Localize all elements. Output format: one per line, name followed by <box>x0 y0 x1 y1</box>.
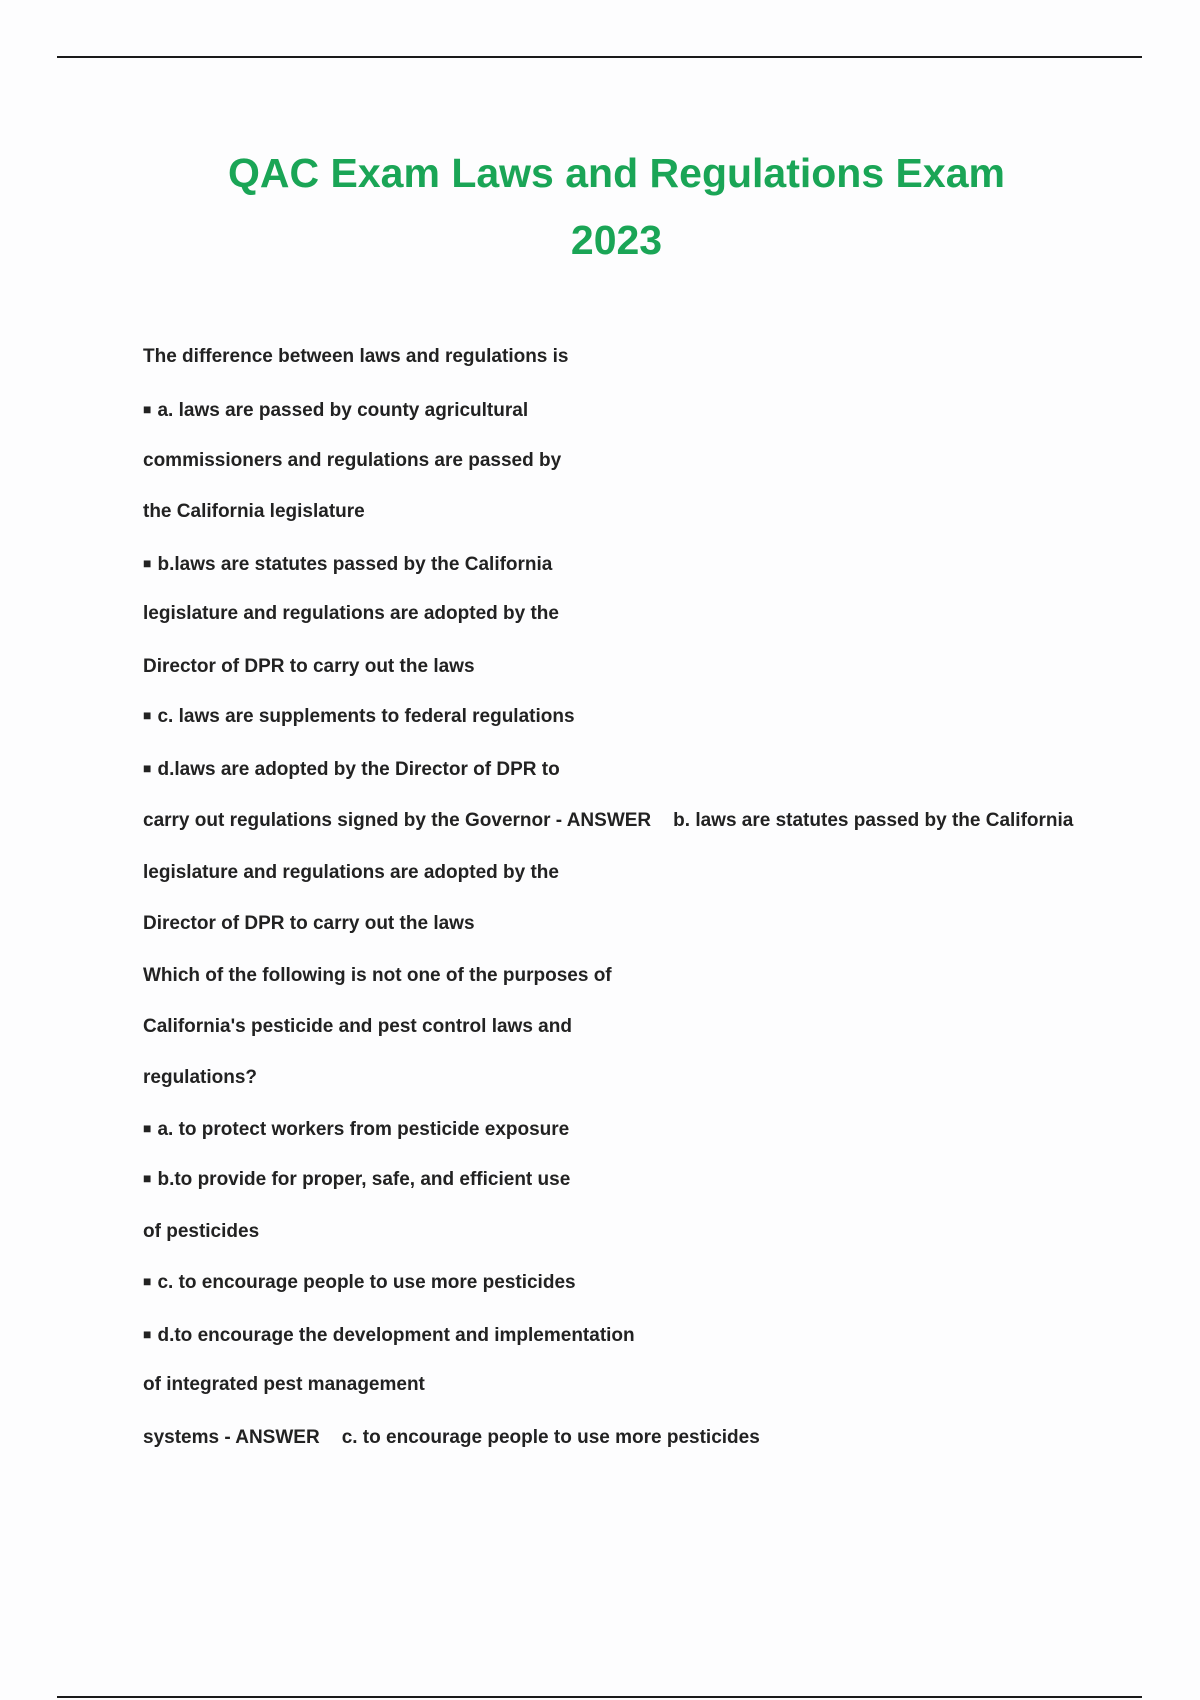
option-1d-line-2: carry out regulations signed by the Governor - ANSWER <box>143 810 652 831</box>
answer-1-line-2: legislature and regulations are adopted by the <box>143 862 559 883</box>
option-1d-line-1: ■ d.laws are adopted by the Director of DPR to <box>143 758 560 782</box>
option-1a-line-2: commissioners and regulations are passed by <box>143 450 562 471</box>
header-rule <box>57 56 1142 58</box>
question-2-line-3: regulations? <box>143 1067 258 1088</box>
answer-2-text: c. to encourage people to use more pesticides <box>341 1427 760 1448</box>
answer-1-text: b. laws are statutes passed by the California <box>673 810 1074 831</box>
option-2a-line-1: ■ a. to protect workers from pesticide exposure <box>143 1118 569 1142</box>
option-1a-line-3: the California legislature <box>143 501 365 522</box>
option-2d-line-3: systems - ANSWER <box>143 1427 320 1448</box>
footer-rule <box>57 1696 1142 1698</box>
option-1b-line-2: legislature and regulations are adopted by the <box>143 603 559 624</box>
title-line-2: 2023 <box>570 217 663 263</box>
option-1c-line-1: ■ c. laws are supplements to federal regulations <box>143 705 575 729</box>
answer-1-line-3: Director of DPR to carry out the laws <box>143 913 475 934</box>
option-1b-line-3: Director of DPR to carry out the laws <box>143 656 475 677</box>
question-2-line-1: Which of the following is not one of the purposes of <box>143 965 612 986</box>
question-2-line-2: California's pesticide and pest control laws and <box>143 1016 572 1037</box>
option-2b-line-1: ■ b.to provide for proper, safe, and efficient use <box>143 1168 570 1192</box>
document-title <box>0 140 1200 274</box>
title-line-1: QAC Exam Laws and Regulations Exam <box>228 150 1005 196</box>
question-1-text: The difference between laws and regulations is <box>143 346 569 367</box>
option-2d-answer-line <box>143 1426 760 1450</box>
option-2c-line-1: ■ c. to encourage people to use more pesticides <box>143 1271 576 1295</box>
option-2d-line-1: ■ d.to encourage the development and implementation <box>143 1324 635 1348</box>
option-2d-line-2: of integrated pest management <box>143 1374 425 1395</box>
option-2b-line-2: of pesticides <box>143 1221 260 1242</box>
option-1d-answer-line <box>143 809 1073 833</box>
option-1a-line-1: ■ a. laws are passed by county agricultural <box>143 399 528 423</box>
option-1b-line-1: ■ b.laws are statutes passed by the California <box>143 553 552 577</box>
